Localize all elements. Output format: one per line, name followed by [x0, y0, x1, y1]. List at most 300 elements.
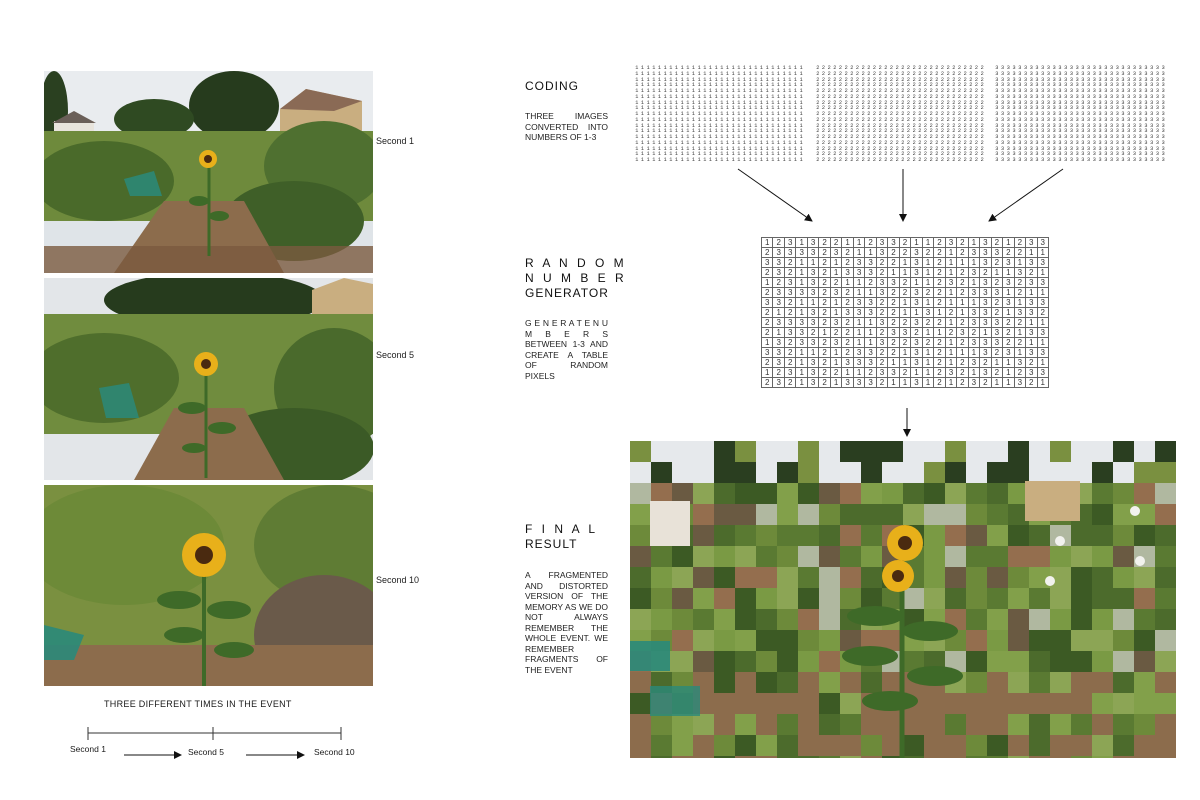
coding-cell: 3 [1001, 88, 1005, 95]
rng-cell: 3 [888, 238, 899, 248]
rng-cell: 2 [819, 258, 830, 268]
coding-cell: 2 [918, 70, 922, 77]
coding-cell: 2 [833, 70, 837, 77]
rng-cell: 2 [957, 378, 968, 388]
coding-cell: 3 [1132, 93, 1137, 100]
timeline-label-second-1: Second 1 [70, 744, 106, 754]
coding-cell: 3 [1023, 99, 1028, 106]
coding-cell: 2 [906, 157, 911, 164]
coding-cell: 3 [1127, 70, 1131, 77]
rng-cell: 3 [946, 238, 957, 248]
coding-cell: 2 [838, 145, 843, 152]
coding-cell: 2 [872, 99, 877, 106]
coding-cell: 1 [725, 116, 730, 123]
coding-cell: 2 [946, 122, 950, 129]
coding-cell: 1 [646, 116, 650, 123]
coding-cell: 2 [872, 65, 877, 71]
coding-cell: 2 [872, 88, 877, 95]
photo-second-10 [44, 485, 373, 686]
coding-cell: 3 [1018, 151, 1022, 158]
coding-cell: 2 [957, 139, 962, 146]
coding-cell: 3 [1104, 82, 1108, 89]
coding-cell: 1 [748, 128, 752, 135]
coding-cell: 1 [680, 145, 684, 152]
coding-cell: 1 [674, 151, 679, 158]
coding-cell: 1 [720, 93, 724, 100]
coding-cell: 1 [742, 88, 747, 95]
rng-cell: 3 [992, 288, 1003, 298]
coding-cell: 1 [714, 134, 718, 141]
rng-cell: 1 [1026, 288, 1037, 298]
rng-cell: 3 [865, 378, 876, 388]
coding-cell: 3 [1150, 128, 1154, 135]
coding-cell: 2 [918, 134, 922, 141]
coding-cell: 3 [1001, 128, 1005, 135]
coding-cell: 1 [714, 88, 718, 95]
rng-cell: 3 [969, 338, 980, 348]
coding-cell: 2 [929, 157, 933, 164]
coding-cell: 3 [1132, 65, 1137, 71]
coding-cell: 3 [1150, 65, 1154, 71]
rng-cell: 1 [865, 328, 876, 338]
coding-cell: 2 [912, 93, 916, 100]
rng-cell: 1 [1026, 338, 1037, 348]
coding-cell: 1 [742, 93, 747, 100]
coding-cell: 3 [1058, 65, 1062, 71]
coding-cell: 2 [952, 88, 956, 95]
coding-cell: 1 [691, 157, 696, 164]
coding-cell: 1 [663, 65, 667, 71]
rng-cell: 1 [1038, 268, 1049, 278]
coding-cell: 2 [895, 134, 899, 141]
coding-cell: 1 [640, 157, 645, 164]
coding-cell: 1 [652, 128, 656, 135]
coding-cell: 3 [1075, 111, 1079, 118]
coding-cell: 1 [640, 82, 645, 89]
coding-cell: 1 [635, 151, 639, 158]
coding-cell: 2 [901, 105, 905, 112]
rng-cell: 2 [992, 308, 1003, 318]
coding-cell: 2 [946, 151, 950, 158]
coding-cell: 2 [855, 157, 860, 164]
coding-cell: 1 [691, 82, 696, 89]
coding-cell: 1 [635, 128, 639, 135]
coding-cell: 2 [906, 70, 911, 77]
coding-cell: 3 [1058, 105, 1062, 112]
coding-cell: 3 [1115, 82, 1119, 89]
coding-cell: 3 [1087, 105, 1091, 112]
rng-cell: 2 [877, 298, 888, 308]
coding-cell: 2 [816, 151, 820, 158]
coding-cell: 1 [771, 128, 775, 135]
coding-cell: 1 [799, 122, 803, 129]
coding-cell: 1 [788, 105, 792, 112]
coding-cell: 1 [754, 76, 758, 83]
coding-cell: 1 [669, 128, 673, 135]
coding-cell: 1 [640, 139, 645, 146]
coding-cell: 1 [771, 82, 775, 89]
coding-cell: 2 [833, 151, 837, 158]
coding-cell: 3 [1115, 105, 1119, 112]
coding-cell: 3 [1127, 76, 1131, 83]
coding-cell: 2 [855, 139, 860, 146]
coding-cell: 3 [1138, 139, 1142, 146]
rng-cell: 3 [808, 338, 819, 348]
coding-cell: 2 [821, 65, 826, 71]
coding-cell: 3 [1127, 139, 1131, 146]
coding-cell: 2 [974, 134, 979, 141]
coding-cell: 2 [884, 151, 888, 158]
coding-cell: 1 [748, 76, 752, 83]
coding-cell: 1 [640, 105, 645, 112]
coding-cell: 1 [703, 145, 707, 152]
coding-cell: 3 [1138, 88, 1142, 95]
rng-cell: 2 [934, 268, 945, 278]
coding-cell: 2 [850, 76, 854, 83]
rng-cell: 3 [831, 288, 842, 298]
coding-cell: 1 [657, 88, 662, 95]
coding-cell: 1 [708, 122, 713, 129]
coding-cell: 3 [1012, 145, 1016, 152]
coding-cell: 1 [703, 139, 707, 146]
rng-cell: 1 [865, 288, 876, 298]
coding-cell: 1 [697, 65, 701, 71]
coding-cell: 1 [725, 105, 730, 112]
coding-cell: 3 [1087, 70, 1091, 77]
coding-cell: 2 [906, 145, 911, 152]
coding-cell: 1 [691, 134, 696, 141]
coding-cell: 3 [1115, 70, 1119, 77]
coding-cell: 2 [878, 76, 882, 83]
coding-cell: 1 [725, 82, 730, 89]
coding-cell: 3 [1138, 134, 1142, 141]
coding-cell: 3 [1127, 145, 1131, 152]
coding-cell: 2 [838, 82, 843, 89]
coding-cell: 2 [838, 111, 843, 118]
coding-cell: 2 [912, 65, 916, 71]
rng-cell: 1 [796, 278, 807, 288]
rng-cell: 3 [957, 328, 968, 338]
coding-cell: 2 [935, 82, 939, 89]
coding-cell: 2 [974, 157, 979, 164]
coding-cell: 1 [788, 157, 792, 164]
rng-cell: 1 [911, 308, 922, 318]
coding-cell: 1 [759, 122, 764, 129]
rng-cell: 2 [831, 238, 842, 248]
coding-cell: 2 [895, 128, 899, 135]
coding-cell: 2 [901, 116, 905, 123]
coding-cell: 1 [793, 122, 798, 129]
rng-cell: 2 [785, 308, 796, 318]
coding-cell: 1 [765, 139, 769, 146]
coding-cell: 2 [872, 105, 877, 112]
coding-cell: 2 [821, 128, 826, 135]
coding-cell: 3 [1081, 88, 1085, 95]
coding-cell: 2 [980, 99, 984, 106]
coding-cell: 1 [799, 105, 803, 112]
coding-cell: 1 [771, 157, 775, 164]
coding-cell: 3 [1127, 151, 1131, 158]
coding-cell: 1 [663, 122, 667, 129]
coding-cell: 1 [635, 99, 639, 106]
coding-cell: 3 [1138, 70, 1142, 77]
rng-cell: 3 [911, 358, 922, 368]
coding-cell: 3 [1018, 139, 1022, 146]
coding-cell: 2 [895, 111, 899, 118]
coding-cell: 1 [635, 145, 639, 152]
coding-cell: 1 [725, 157, 730, 164]
coding-cell: 1 [680, 99, 684, 106]
coding-cell: 3 [1012, 65, 1016, 71]
coding-cell: 3 [1087, 145, 1091, 152]
coding-cell: 3 [1155, 128, 1159, 135]
coding-cell: 1 [799, 145, 803, 152]
coding-cell: 3 [1104, 157, 1108, 164]
coding-cell: 3 [1161, 128, 1165, 135]
coding-cell: 3 [1109, 111, 1114, 118]
photo-second-1 [44, 71, 373, 273]
coding-cell: 3 [1046, 99, 1051, 106]
rng-cell: 3 [1026, 298, 1037, 308]
coding-cell: 1 [663, 70, 667, 77]
coding-cell: 3 [1098, 134, 1102, 141]
rng-cell: 3 [1003, 298, 1014, 308]
rng-cell: 2 [923, 248, 934, 258]
coding-cell: 3 [1109, 65, 1114, 71]
coding-cell: 3 [1081, 76, 1085, 83]
coding-cell: 1 [691, 116, 696, 123]
coding-cell: 3 [995, 128, 999, 135]
coding-cell: 2 [884, 82, 888, 89]
coding-cell: 3 [1138, 145, 1142, 152]
coding-cell: 1 [674, 139, 679, 146]
coding-cell: 2 [838, 99, 843, 106]
rng-cell: 3 [980, 318, 991, 328]
coding-cell: 3 [1081, 139, 1085, 146]
coding-cell: 1 [748, 105, 752, 112]
rng-cell: 1 [1003, 268, 1014, 278]
coding-cell: 1 [669, 70, 673, 77]
rng-cell: 3 [854, 308, 865, 318]
coding-cell: 3 [1115, 76, 1119, 83]
rng-cell: 3 [877, 278, 888, 288]
coding-cell: 3 [1046, 93, 1051, 100]
coding-cell: 3 [1138, 65, 1142, 71]
rng-cell: 2 [946, 328, 957, 338]
coding-cell: 3 [1006, 157, 1010, 164]
coding-cell: 3 [1104, 134, 1108, 141]
coding-cell: 3 [995, 145, 999, 152]
coding-cell: 3 [1161, 82, 1165, 89]
coding-cell: 2 [878, 151, 882, 158]
coding-cell: 3 [1121, 82, 1125, 89]
coding-cell: 3 [1012, 151, 1016, 158]
coding-cell: 3 [1023, 88, 1028, 95]
coding-cell: 1 [691, 151, 696, 158]
rng-cell: 1 [1015, 298, 1026, 308]
coding-cell: 1 [652, 93, 656, 100]
coding-cell: 1 [657, 105, 662, 112]
coding-cell: 1 [782, 134, 786, 141]
coding-cell: 3 [1064, 82, 1068, 89]
coding-cell: 3 [1155, 76, 1159, 83]
coding-cell: 2 [906, 99, 911, 106]
coding-cell: 1 [771, 70, 775, 77]
coding-cell: 3 [1138, 105, 1142, 112]
photo-label-second-5: Second 5 [376, 350, 415, 360]
coding-cell: 2 [850, 145, 854, 152]
coding-cell: 3 [1064, 99, 1068, 106]
coding-cell: 2 [935, 139, 939, 146]
coding-cell: 2 [895, 99, 899, 106]
coding-cell: 1 [771, 145, 775, 152]
rng-cell: 1 [946, 378, 957, 388]
coding-cell: 3 [1052, 122, 1056, 129]
rng-cell: 2 [808, 328, 819, 338]
coding-cell: 3 [1098, 116, 1102, 123]
coding-cell: 3 [1104, 116, 1108, 123]
coding-cell: 1 [754, 145, 758, 152]
rng-cell: 2 [877, 358, 888, 368]
rng-cell: 2 [957, 238, 968, 248]
coding-cell: 2 [957, 145, 962, 152]
rng-cell: 3 [923, 308, 934, 318]
coding-cell: 2 [935, 145, 939, 152]
coding-cell: 1 [742, 151, 747, 158]
coding-cell: 3 [1121, 93, 1125, 100]
coding-cell: 1 [725, 76, 730, 83]
coding-cell: 2 [969, 65, 973, 71]
rng-cell: 1 [1015, 328, 1026, 338]
coding-cell: 1 [765, 134, 769, 141]
rng-cell: 3 [1015, 308, 1026, 318]
coding-cell: 3 [1109, 93, 1114, 100]
coding-cell: 2 [912, 88, 916, 95]
coding-cell: 1 [788, 93, 792, 100]
coding-cell: 1 [640, 88, 645, 95]
coding-cell: 3 [1144, 65, 1148, 71]
coding-cell: 2 [855, 65, 860, 71]
coding-cell: 1 [793, 105, 798, 112]
coding-cell: 1 [657, 145, 662, 152]
coding-cell: 2 [901, 122, 905, 129]
coding-cell: 1 [657, 99, 662, 106]
coding-cell: 1 [652, 122, 656, 129]
coding-cell: 3 [1109, 105, 1114, 112]
coding-cell: 2 [884, 145, 888, 152]
rng-cell: 3 [888, 278, 899, 288]
coding-cell: 1 [635, 111, 639, 118]
rng-cell: 2 [1015, 318, 1026, 328]
coding-cell: 1 [754, 70, 758, 77]
rng-cell: 3 [1026, 308, 1037, 318]
coding-cell: 2 [878, 134, 882, 141]
coding-cell: 3 [1121, 65, 1125, 71]
rng-cell: 1 [969, 298, 980, 308]
coding-cell: 3 [1029, 128, 1033, 135]
coding-cell: 2 [850, 139, 854, 146]
rng-cell: 2 [888, 338, 899, 348]
coding-cell: 3 [1023, 76, 1028, 83]
rng-heading-line-1: R A N D O M [525, 256, 627, 270]
coding-cell: 3 [1064, 76, 1068, 83]
coding-cell: 2 [867, 111, 871, 118]
coding-cell: 1 [720, 82, 724, 89]
coding-cell: 2 [963, 157, 967, 164]
coding-cell: 3 [1150, 111, 1154, 118]
rng-cell: 2 [888, 258, 899, 268]
coding-cell: 1 [788, 76, 792, 83]
rng-cell: 2 [1015, 278, 1026, 288]
rng-cell: 1 [992, 378, 1003, 388]
coding-cell: 2 [974, 99, 979, 106]
coding-cell: 2 [912, 99, 916, 106]
coding-cell: 3 [1098, 157, 1102, 164]
coding-cell: 3 [1035, 134, 1039, 141]
coding-cell: 1 [663, 134, 667, 141]
coding-cell: 2 [850, 128, 854, 135]
coding-cell: 3 [995, 65, 999, 71]
coding-cell: 2 [861, 65, 865, 71]
coding-cell: 2 [918, 111, 922, 118]
coding-cell: 2 [889, 93, 894, 100]
coding-cell: 2 [952, 99, 956, 106]
coding-cell: 1 [782, 151, 786, 158]
coding-cell: 2 [912, 151, 916, 158]
coding-cell: 2 [906, 134, 911, 141]
rng-cell: 3 [877, 318, 888, 328]
coding-cell: 1 [708, 139, 713, 146]
coding-cell: 1 [657, 93, 662, 100]
coding-cell: 3 [1092, 139, 1096, 146]
coding-cell: 2 [844, 70, 848, 77]
coding-cell: 1 [799, 116, 803, 123]
coding-cell: 3 [1098, 122, 1102, 129]
coding-cell: 2 [929, 65, 933, 71]
coding-cell: 1 [759, 105, 764, 112]
coding-cell: 2 [946, 134, 950, 141]
coding-cell: 2 [980, 116, 984, 123]
coding-cell: 3 [1132, 99, 1137, 106]
coding-cell: 1 [657, 151, 662, 158]
rng-cell: 3 [969, 358, 980, 368]
coding-cell: 2 [923, 128, 928, 135]
coding-cell: 1 [731, 76, 735, 83]
coding-cell: 3 [1075, 82, 1079, 89]
coding-cell: 3 [1069, 88, 1073, 95]
rng-cell: 2 [934, 318, 945, 328]
coding-cell: 3 [1121, 139, 1125, 146]
coding-cell: 3 [1150, 116, 1154, 123]
rng-cell: 3 [1003, 278, 1014, 288]
rng-cell: 2 [842, 318, 853, 328]
rng-cell: 2 [992, 298, 1003, 308]
coding-cell: 2 [957, 134, 962, 141]
coding-cell: 1 [725, 70, 730, 77]
coding-cell: 2 [935, 128, 939, 135]
rng-cell: 2 [819, 308, 830, 318]
rng-cell: 1 [1003, 368, 1014, 378]
coding-cell: 3 [1023, 111, 1028, 118]
coding-cell: 2 [923, 93, 928, 100]
coding-cell: 3 [1029, 111, 1033, 118]
rng-cell: 3 [808, 238, 819, 248]
coding-cell: 3 [1081, 128, 1085, 135]
coding-cell: 2 [940, 99, 945, 106]
coding-cell: 1 [708, 128, 713, 135]
coding-cell: 1 [697, 70, 701, 77]
coding-cell: 1 [748, 134, 752, 141]
